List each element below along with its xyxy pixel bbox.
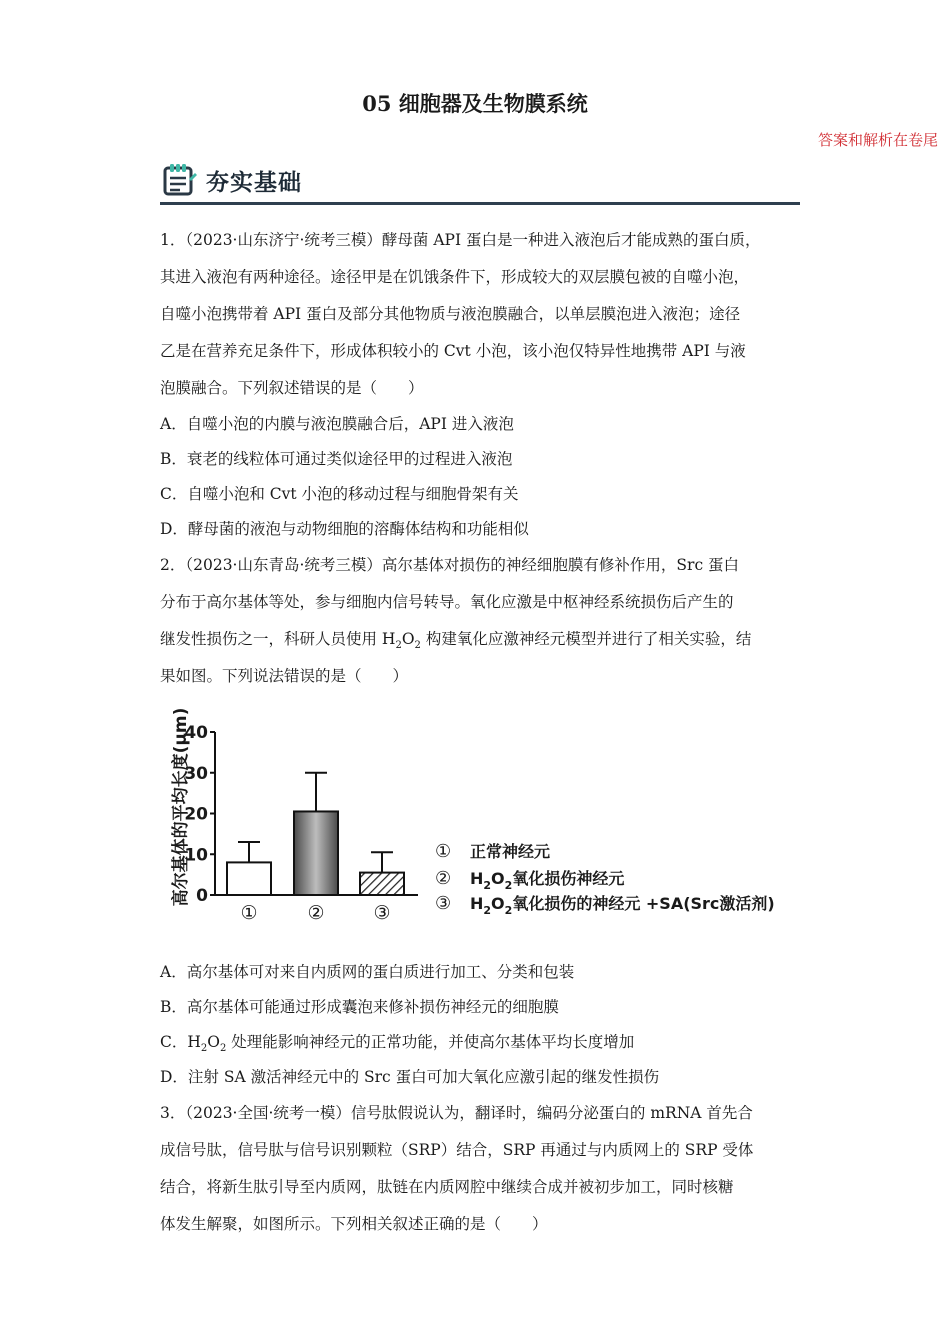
q1-line: 自噬小泡携带着 API 蛋白及部分其他物质与液泡膜融合，以单层膜泡进入液泡；途径 xyxy=(160,305,741,323)
q2-option-c: C．$H_2O_2$ 处理能影响神经元的正常功能，并使高尔基体平均长度增加 xyxy=(160,1033,635,1055)
legend-text: $H_2O_2$氧化损伤神经元 xyxy=(470,869,625,892)
x-tick-label: ① xyxy=(240,902,258,924)
bar xyxy=(227,862,271,895)
y-tick-label: 40 xyxy=(184,723,208,743)
q3-line: 体发生解聚，如图所示。下列相关叙述正确的是（ ） xyxy=(160,1215,548,1233)
bar xyxy=(360,873,404,895)
bar-chart xyxy=(160,695,800,930)
q2-line: 分布于高尔基体等处，参与细胞内信号转导。氧化应激是中枢神经系统损伤后产生的 xyxy=(160,593,734,611)
legend-marker: ① xyxy=(435,841,452,862)
y-axis-label: 高尔基体的平均长度(μm) xyxy=(171,707,191,907)
q3-line: 成信号肽，信号肽与信号识别颗粒（SRP）结合，SRP 再通过与内质网上的 SRP 受体 xyxy=(160,1141,754,1159)
q2-option-d: D．注射 SA 激活神经元中的 Src 蛋白可加大氧化应激引起的继发性损伤 xyxy=(160,1068,660,1086)
y-tick-label: 20 xyxy=(184,804,208,825)
section-title: 夯实基础 xyxy=(206,170,302,196)
q2-line: 继发性损伤之一，科研人员使用 $H_2O_2$ 构建氧化应激神经元模型并进行了相关实验，结 xyxy=(160,630,752,652)
y-tick-label: 0 xyxy=(196,886,208,906)
q1-line: 1．（2023·山东济宁·统考三模）酵母菌 API 蛋白是一种进入液泡后才能成熟的蛋白质， xyxy=(160,231,761,249)
q3-line: 3．（2023·全国·统考一模）信号肽假说认为，翻译时，编码分泌蛋白的 mRNA 首先合 xyxy=(160,1104,753,1122)
legend-text: $H_2O_2$氧化损伤的神经元 +SA(Src激活剂) xyxy=(470,894,775,917)
x-tick-label: ② xyxy=(307,902,325,924)
q1-option-a: A．自噬小泡的内膜与液泡膜融合后，API 进入液泡 xyxy=(160,415,514,433)
bar xyxy=(294,811,338,895)
section-header xyxy=(160,160,800,206)
legend-text: 正常神经元 xyxy=(470,842,551,861)
q1-option-c: C．自噬小泡和 Cvt 小泡的移动过程与细胞骨架有关 xyxy=(160,485,519,503)
y-tick-label: 10 xyxy=(184,845,208,866)
q3-line: 结合，将新生肽引导至内质网，肽链在内质网腔中继续合成并被初步加工，同时核糖 xyxy=(160,1178,734,1196)
x-tick-label: ③ xyxy=(373,902,391,924)
q1-line: 乙是在营养充足条件下，形成体积较小的 Cvt 小泡，该小泡仅特异性地携带 API 与液 xyxy=(160,342,746,360)
answer-note: 答案和解析在卷尾 xyxy=(817,131,938,149)
q2-option-b: B．高尔基体可能通过形成囊泡来修补损伤神经元的细胞膜 xyxy=(160,998,559,1016)
q1-line: 其进入液泡有两种途径。途径甲是在饥饿条件下，形成较大的双层膜包被的自噬小泡， xyxy=(160,268,750,286)
q1-option-b: B．衰老的线粒体可通过类似途径甲的过程进入液泡 xyxy=(160,450,513,468)
q1-line: 泡膜融合。下列叙述错误的是（ ） xyxy=(160,379,424,397)
q1-option-d: D．酵母菌的液泡与动物细胞的溶酶体结构和功能相似 xyxy=(160,520,529,538)
legend-marker: ② xyxy=(435,868,452,889)
page-title: 05 细胞器及生物膜系统 xyxy=(362,91,588,116)
y-tick-label: 30 xyxy=(184,763,208,784)
q2-line: 2．（2023·山东青岛·统考三模）高尔基体对损伤的神经细胞膜有修补作用，Src 蛋白 xyxy=(160,556,740,574)
q2-line: 果如图。下列说法错误的是（ ） xyxy=(160,667,409,685)
section-rule xyxy=(160,202,800,205)
legend-marker: ③ xyxy=(435,893,452,914)
notepad-icon xyxy=(162,163,198,197)
q2-option-a: A．高尔基体可对来自内质网的蛋白质进行加工、分类和包装 xyxy=(160,963,575,981)
